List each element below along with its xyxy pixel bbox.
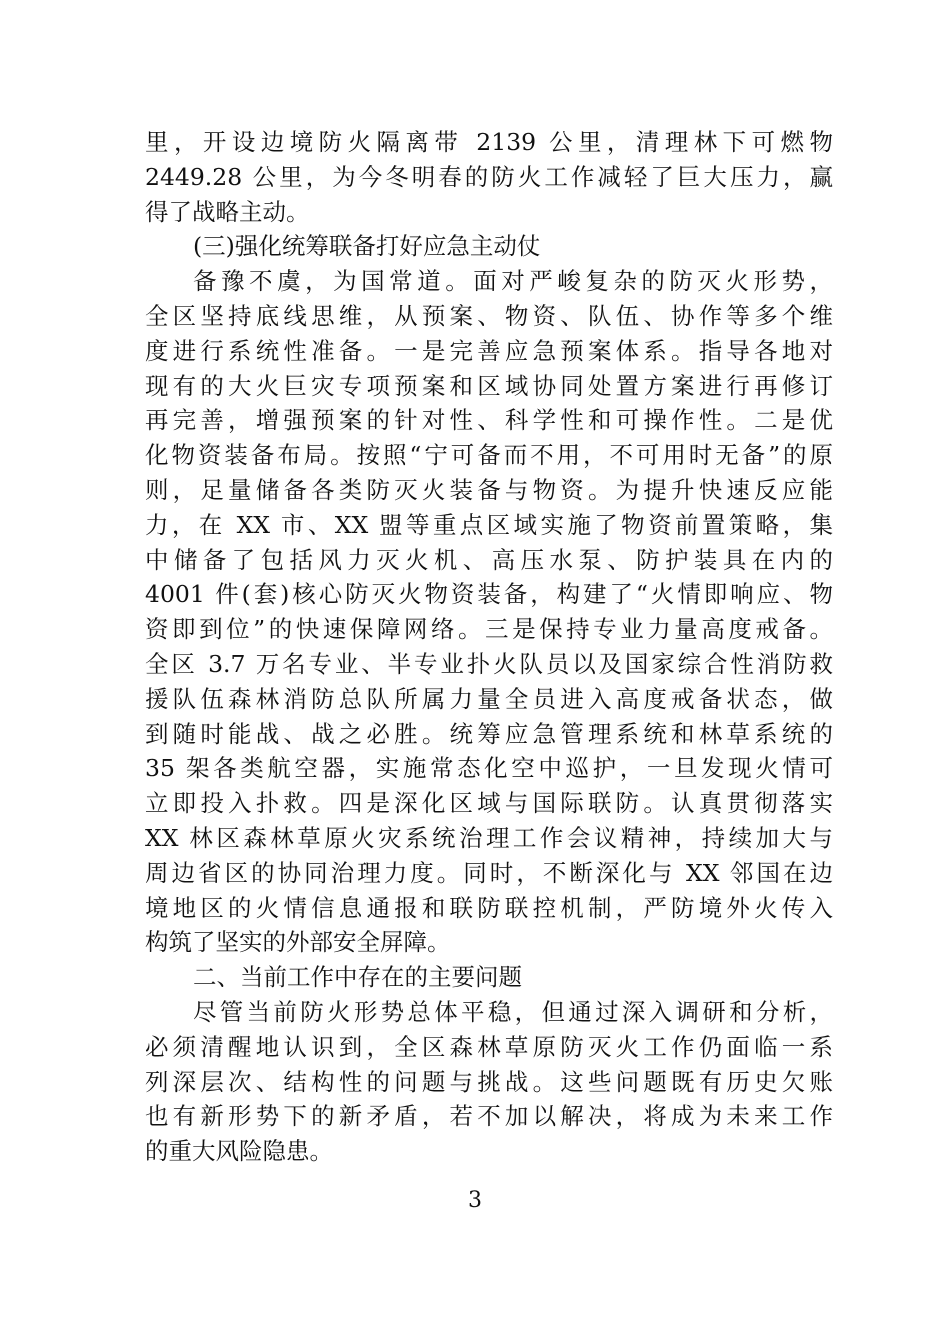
page-number: 3 [468, 1188, 482, 1213]
text-line: 力，在 XX 市、XX 盟等重点区域实施了物资前置策略，集 [145, 510, 833, 539]
text-line: 化物资装备布局。按照“宁可备而不用，不可用时无备”的原 [145, 441, 833, 470]
text-line: 尽管当前防火形势总体平稳，但通过深入调研和分析， [193, 997, 833, 1026]
text-line: 里，开设边境防火隔离带 2139 公里，清理林下可燃物 [145, 128, 833, 156]
text-line: XX 林区森林草原火灾系统治理工作会议精神，持续加大与 [145, 823, 833, 852]
text-line: 立即投入扑救。四是深化区域与国际联防。认真贯彻落实 [145, 789, 833, 818]
text-line: 全区坚持底线思维，从预案、物资、队伍、协作等多个维 [145, 301, 833, 330]
text-line: 必须清醒地认识到，全区森林草原防灭火工作仍面临一系 [145, 1032, 833, 1061]
text-line: 周边省区的协同治理力度。同时，不断深化与 XX 邻国在边 [145, 858, 833, 887]
document-body [145, 125, 833, 1169]
text-line: 35 架各类航空器，实施常态化空中巡护，一旦发现火情可 [145, 754, 833, 783]
paragraph-emergency-prep [145, 264, 833, 960]
paragraph-main-problems [145, 995, 833, 1169]
text-line: 4001 件(套)核心防灭火物资装备，构建了“火情即响应、物 [145, 580, 833, 609]
text-line: 中储备了包括风力灭火机、高压水泵、防护装具在内的 [145, 545, 833, 574]
text-line: 的重大风险隐患。 [145, 1137, 333, 1166]
text-line: 全区 3.7 万名专业、半专业扑火队员以及国家综合性消防救 [145, 649, 833, 678]
paragraph-continued [145, 125, 833, 229]
heading-line: (三)强化统筹联备打好应急主动仗 [193, 232, 541, 261]
text-line: 也有新形势下的新矛盾，若不加以解决，将成为未来工作 [145, 1102, 833, 1131]
text-line: 到随时能战、战之必胜。统筹应急管理系统和林草系统的 [145, 719, 833, 748]
section-heading-2 [145, 960, 833, 995]
text-line: 得了战略主动。 [145, 197, 310, 226]
heading-line: 二、当前工作中存在的主要问题 [193, 963, 522, 992]
text-line: 援队伍森林消防总队所属力量全员进入高度戒备状态，做 [145, 684, 833, 713]
text-line: 境地区的火情信息通报和联防联控机制，严防境外火传入 [145, 893, 833, 922]
text-line: 构筑了坚实的外部安全屏障。 [145, 928, 451, 957]
section-heading-3 [145, 229, 833, 264]
text-line: 列深层次、结构性的问题与挑战。这些问题既有历史欠账 [145, 1067, 833, 1096]
text-line: 再完善，增强预案的针对性、科学性和可操作性。二是优 [145, 406, 833, 435]
text-line: 2449.28 公里，为今冬明春的防火工作减轻了巨大压力，赢 [145, 162, 833, 191]
text-line: 则，足量储备各类防灭火装备与物资。为提升快速反应能 [145, 475, 833, 504]
text-line: 资即到位”的快速保障网络。三是保持专业力量高度戒备。 [145, 615, 833, 644]
text-line: 备豫不虞，为国常道。面对严峻复杂的防灭火形势， [193, 267, 833, 296]
text-line: 度进行系统性准备。一是完善应急预案体系。指导各地对 [145, 336, 833, 365]
text-line: 现有的大火巨灾专项预案和区域协同处置方案进行再修订 [145, 371, 833, 400]
